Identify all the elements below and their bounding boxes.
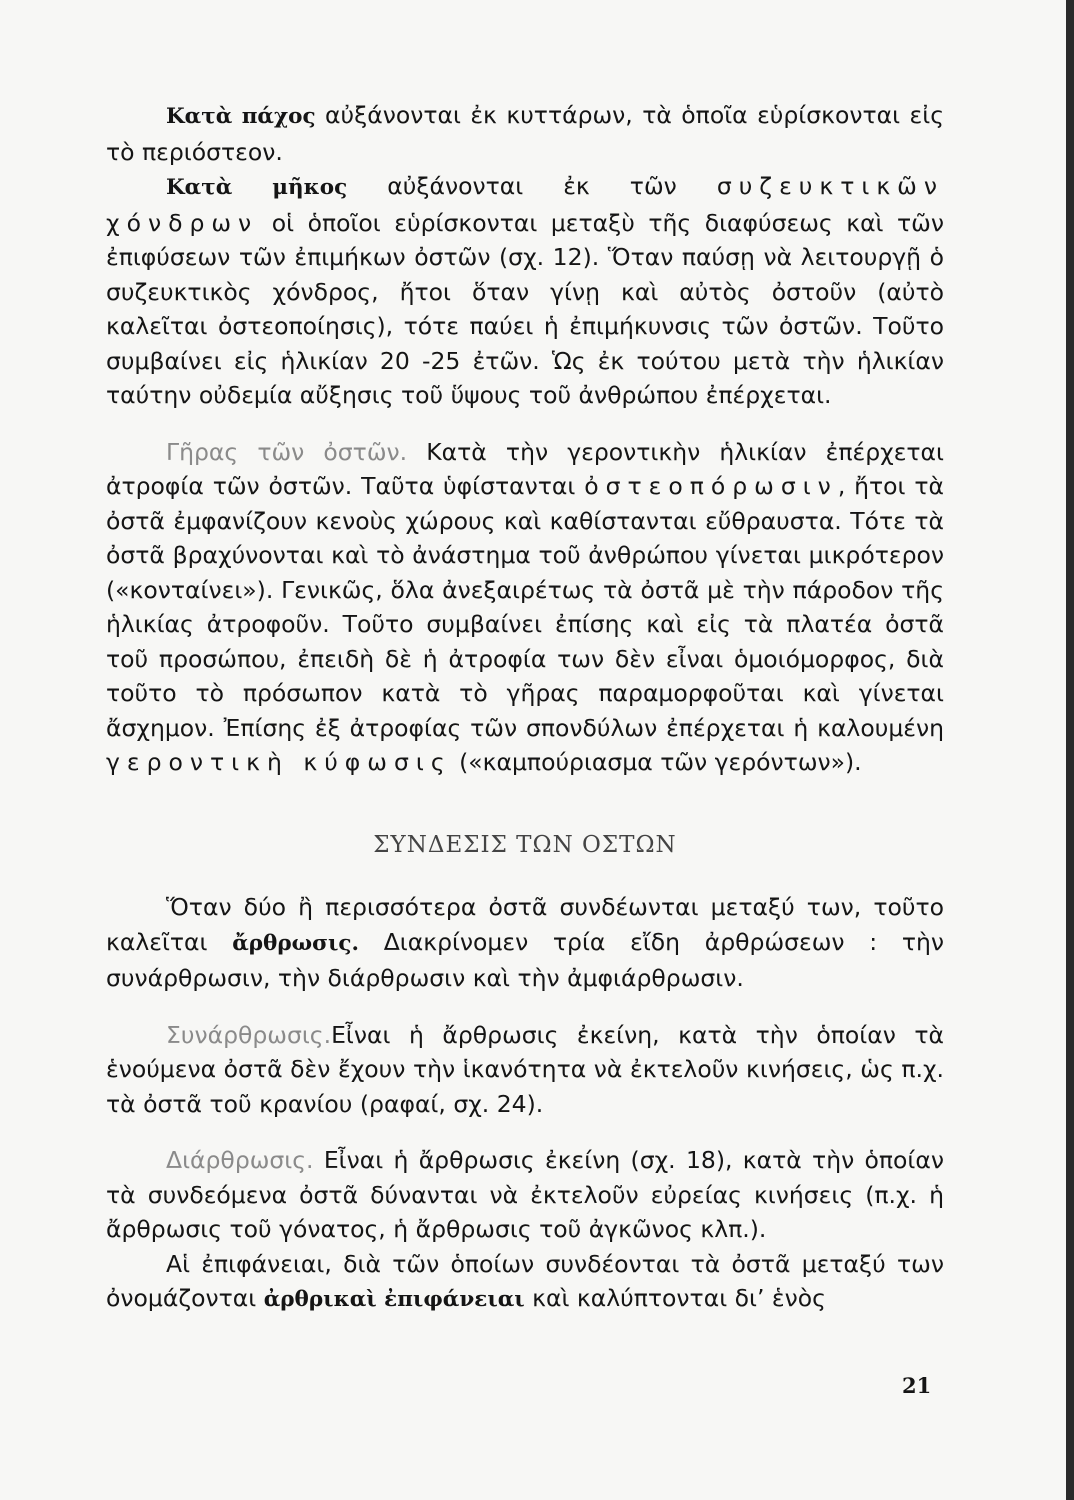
paragraph-text: αὐξάνονται ἐκ τῶν [347,172,717,200]
section-term: Γῆρας τῶν ὀστῶν. [166,437,408,466]
paragraph-length-growth [106,169,944,413]
paragraph-text: Εἶναι ἡ ἄρθρωσις ἐκείνη (σχ. 18), κατὰ τὴν ὁποίαν τὰ συνδεόμενα ὀστᾶ δύνανται νὰ ἐκτελοῦν εὐρείας κινήσεις (π.χ. ἡ ἄρθρωσις τοῦ γόνατος, ἡ ἄρθρωσις τοῦ ἀγκῶνος κλπ.). [106,1146,944,1243]
paragraph-text: αὐξάνονται ἐκ κυττάρων, τὰ ὁποῖα εὑρίσκονται εἰς τὸ περιόστεον. [106,101,944,166]
section-heading: ΣΥΝΔΕΣΙΣ ΤΩΝ ΟΣΤΩΝ [373,831,677,858]
paragraph-text: καὶ καλύπτονται δι’ ἑνὸς [524,1284,826,1312]
paragraph-text: , ἤτοι τὰ ὀστᾶ ἐμφανίζουν κενοὺς χώρους καὶ καθίστανται εὔθραυστα. Τότε τὰ ὀστᾶ βραχύνονται καὶ τὸ ἀνάστημα τοῦ ἀνθρώπου γίνεται μικρότερον («κονταίνει»). Γενικῶς, ὅλα ἀνεξαιρέτως τὰ ὀστᾶ μὲ τὴν πάροδον τῆς ἡλικίας ἀτροφοῦν. Τοῦτο συμβαίνει ἐπίσης καὶ εἰς τὰ πλατέα ὀστᾶ τοῦ προσώπου, ἐπειδὴ δὲ ἡ ἀτροφία των δὲν εἶναι ὁμοιόμορφος, διὰ τοῦτο τὸ πρόσωπον κατὰ τὸ γῆρας παραμορφοῦται καὶ γίνεται ἄσχημον. Ἐπίσης ἐξ ἀτροφίας τῶν σπονδύλων ἐπέρχεται ἡ καλουμένη [106,472,945,742]
bold-term: ἄρθρωσις. [232,930,359,956]
page-edge [1066,0,1074,1500]
paragraph-thickness-growth [106,98,944,169]
bold-term: Κατὰ μῆκος [166,175,348,200]
paragraph-synarthrosis [106,1018,944,1122]
paragraph-diarthrosis [106,1143,944,1247]
spaced-term: συζευκτικῶν χόνδρων [106,172,944,237]
bold-term: ἀρθρικαὶ ἐπιφάνειαι [263,1287,525,1312]
paragraph-bone-aging [106,435,944,780]
bold-term: Κατὰ πάχος [166,104,316,129]
paragraph-joints [106,890,944,996]
paragraph-articular-surfaces [106,1247,944,1318]
paragraph-text: Εἶναι ἡ ἄρθρωσις ἐκείνη, κατὰ τὴν ὁποίαν τὰ ἑνούμενα ὀστᾶ δὲν ἔχουν τὴν ἱκανότητα νὰ ἐκτελοῦν κινήσεις, ὡς π.χ. τὰ ὀστᾶ τοῦ κρανίου (ραφαί, σχ. 24). [106,1020,944,1118]
spaced-term: γεροντικὴ κύφωσις [106,748,452,776]
page-number: 21 [902,1373,932,1398]
paragraph-text: («καμπούριασμα τῶν γερόντων»). [451,748,862,776]
paragraph-text: Ὅταν δύο ἢ περισσότερα ὀστᾶ συνδέωνται μεταξύ των, τοῦτο καλεῖται [106,893,944,956]
section-term: Συνάρθρωσις. [166,1020,332,1049]
page-body [106,98,944,1318]
paragraph-text: οἱ ὁποῖοι εὑρίσκονται μεταξὺ τῆς διαφύσεως καὶ τῶν ἐπιφύσεων τῶν ἐπιμήκων ὀστῶν (σχ. 12). Ὅταν παύσῃ νὰ λειτουργῇ ὁ συζευκτικὸς χόνδρος, ἤτοι ὅταν γίνῃ καὶ αὐτὸς ὀστοῦν (αὐτὸ καλεῖται ὀστεοποίησις), τότε παύει ἡ ἐπιμήκυνσις τῶν ὀστῶν. Τοῦτο συμβαίνει εἰς ἡλικίαν 20 -25 ἐτῶν. Ὡς ἐκ τούτου μετὰ τὴν ἡλικίαν ταύτην οὐδεμία αὔξησις τοῦ ὕψους τοῦ ἀνθρώπου ἐπέρχεται. [106,208,944,409]
paragraph-text: Κατὰ τὴν γεροντικὴν ἡλικίαν ἐπέρχεται ἀτροφία τῶν ὀστῶν. Ταῦτα ὑφίστανται [106,437,944,500]
spaced-term: ὀστεοπόρωσιν [584,472,838,500]
paragraph-text: Αἱ ἐπιφάνειαι, διὰ τῶν ὁποίων συνδέονται τὰ ὀστᾶ μεταξύ των ὀνομάζονται [106,1249,944,1312]
section-term: Διάρθρωσις. [166,1146,314,1174]
paragraph-text: Διακρίνομεν τρία εἴδη ἀρθρώσεων : τὴν συνάρθρωσιν, τὴν διάρθρωσιν καὶ τὴν ἀμφιάρθρωσιν. [106,927,944,992]
